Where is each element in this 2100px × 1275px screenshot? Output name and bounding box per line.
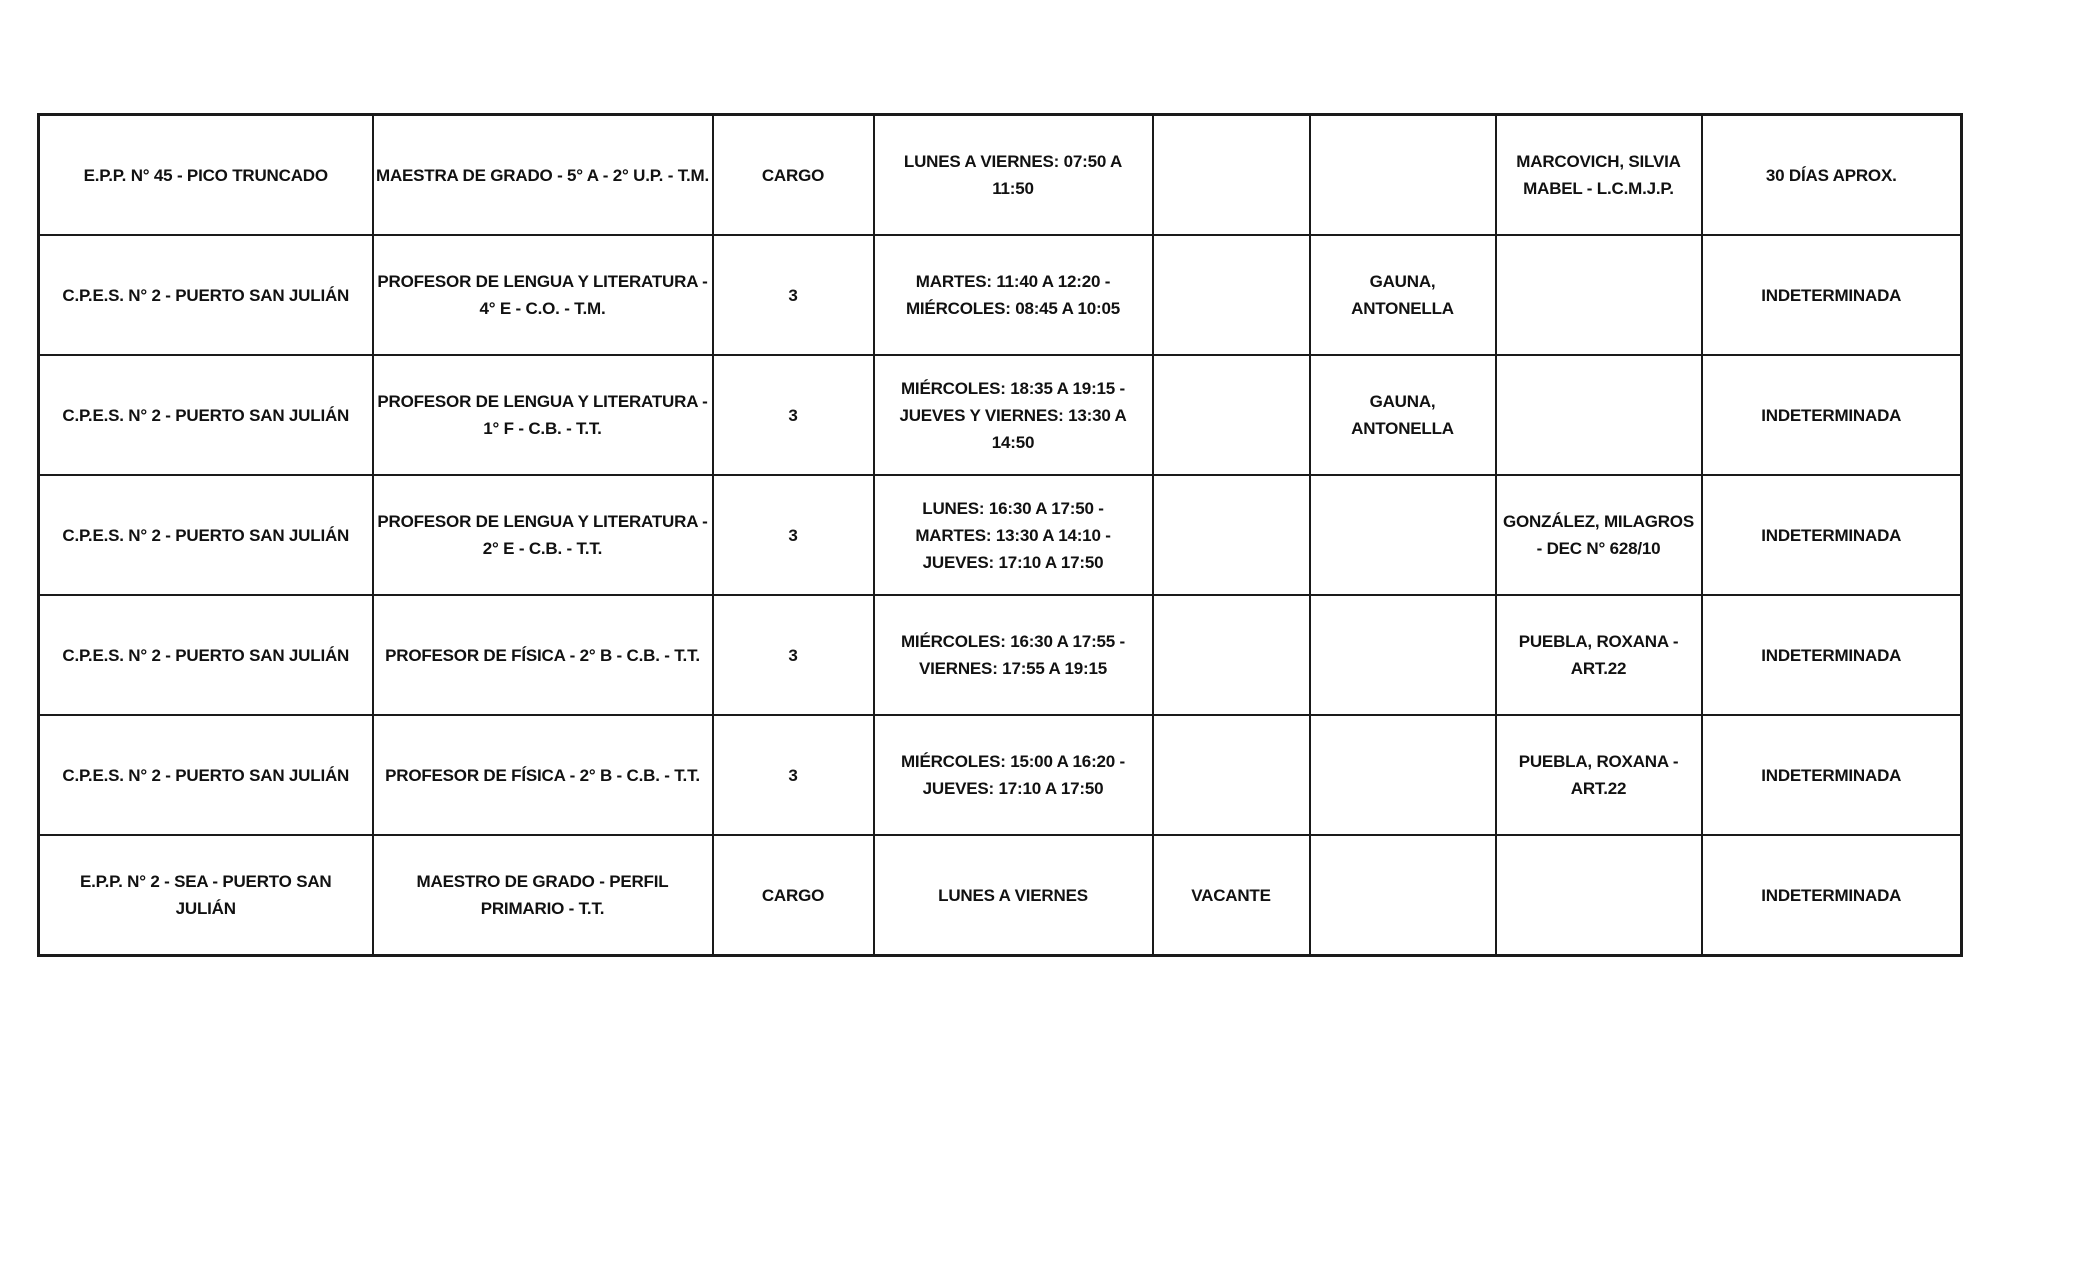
cell-teacher — [1496, 835, 1702, 956]
table-row — [39, 595, 1962, 715]
document-sheet — [37, 113, 1963, 957]
cell-schedule — [874, 475, 1153, 595]
cell-school — [39, 475, 373, 595]
cell-vacancy — [1153, 715, 1310, 835]
cell-hours — [713, 715, 874, 835]
cell-position — [373, 475, 713, 595]
hours-text: 3 — [788, 526, 798, 545]
teacher-text: PUEBLA, ROXANA - ART.22 — [1518, 752, 1679, 798]
schedule-text: LUNES A VIERNES: 07:50 A 11:50 — [903, 152, 1123, 198]
school-text: C.P.E.S. N° 2 - PUERTO SAN JULIÁN — [62, 286, 350, 305]
cell-vacancy — [1153, 475, 1310, 595]
duration-text: INDETERMINADA — [1761, 526, 1902, 545]
cell-hours — [713, 235, 874, 355]
cell-position — [373, 235, 713, 355]
cell-hours — [713, 475, 874, 595]
cell-teacher — [1496, 715, 1702, 835]
teacher-text: GONZÁLEZ, MILAGROS - DEC N° 628/10 — [1503, 512, 1694, 558]
table-row — [39, 715, 1962, 835]
hours-text: 3 — [788, 766, 798, 785]
schedule-text: LUNES A VIERNES — [938, 886, 1088, 905]
table-row — [39, 475, 1962, 595]
cell-applicant — [1310, 235, 1496, 355]
cell-applicant — [1310, 835, 1496, 956]
schedule-text: MIÉRCOLES: 18:35 A 19:15 - JUEVES Y VIERNES: 13:30 A 14:50 — [899, 378, 1127, 452]
schedule-text: MARTES: 11:40 A 12:20 - MIÉRCOLES: 08:45 A 10:05 — [905, 272, 1121, 318]
cell-schedule — [874, 355, 1153, 475]
position-text: PROFESOR DE LENGUA Y LITERATURA - 1° F - C.B. - T.T. — [377, 392, 708, 438]
cell-position — [373, 715, 713, 835]
table-row — [39, 115, 1962, 236]
duration-text: INDETERMINADA — [1761, 766, 1902, 785]
assignments-table — [37, 113, 1963, 957]
cell-duration — [1702, 115, 1962, 236]
cell-hours — [713, 355, 874, 475]
hours-text: 3 — [788, 286, 798, 305]
cell-school — [39, 115, 373, 236]
cell-vacancy — [1153, 235, 1310, 355]
table-row — [39, 355, 1962, 475]
cell-applicant — [1310, 115, 1496, 236]
duration-text: INDETERMINADA — [1761, 886, 1902, 905]
position-text: MAESTRO DE GRADO - PERFIL PRIMARIO - T.T. — [416, 872, 669, 918]
position-text: MAESTRA DE GRADO - 5° A - 2° U.P. - T.M. — [375, 166, 710, 185]
school-text: C.P.E.S. N° 2 - PUERTO SAN JULIÁN — [62, 646, 350, 665]
cell-vacancy — [1153, 115, 1310, 236]
duration-text: INDETERMINADA — [1761, 406, 1902, 425]
cell-school — [39, 715, 373, 835]
cell-position — [373, 595, 713, 715]
school-text: C.P.E.S. N° 2 - PUERTO SAN JULIÁN — [62, 766, 350, 785]
cell-school — [39, 355, 373, 475]
school-text: E.P.P. N° 45 - PICO TRUNCADO — [83, 166, 328, 185]
cell-school — [39, 835, 373, 956]
cell-teacher — [1496, 355, 1702, 475]
school-text: C.P.E.S. N° 2 - PUERTO SAN JULIÁN — [62, 526, 350, 545]
cell-applicant — [1310, 595, 1496, 715]
cell-duration — [1702, 595, 1962, 715]
cell-position — [373, 115, 713, 236]
cell-schedule — [874, 835, 1153, 956]
hours-text: CARGO — [761, 886, 825, 905]
applicant-text: GAUNA, ANTONELLA — [1351, 272, 1454, 318]
cell-vacancy — [1153, 595, 1310, 715]
cell-schedule — [874, 715, 1153, 835]
applicant-text: GAUNA, ANTONELLA — [1351, 392, 1454, 438]
cell-teacher — [1496, 595, 1702, 715]
table-row — [39, 835, 1962, 956]
cell-duration — [1702, 235, 1962, 355]
cell-position — [373, 835, 713, 956]
cell-teacher — [1496, 115, 1702, 236]
hours-text: 3 — [788, 406, 798, 425]
cell-teacher — [1496, 475, 1702, 595]
cell-duration — [1702, 355, 1962, 475]
hours-text: CARGO — [761, 166, 825, 185]
position-text: PROFESOR DE FÍSICA - 2° B - C.B. - T.T. — [385, 766, 700, 785]
school-text: E.P.P. N° 2 - SEA - PUERTO SAN JULIÁN — [80, 872, 332, 918]
vacancy-text: VACANTE — [1191, 886, 1271, 905]
schedule-text: MIÉRCOLES: 16:30 A 17:55 - VIERNES: 17:55 A 19:15 — [900, 632, 1126, 678]
cell-school — [39, 235, 373, 355]
position-text: PROFESOR DE LENGUA Y LITERATURA - 4° E - C.O. - T.M. — [377, 272, 708, 318]
table-row — [39, 235, 1962, 355]
teacher-text: PUEBLA, ROXANA - ART.22 — [1518, 632, 1679, 678]
schedule-text: LUNES: 16:30 A 17:50 - MARTES: 13:30 A 14:10 - JUEVES: 17:10 A 17:50 — [915, 498, 1111, 572]
cell-schedule — [874, 595, 1153, 715]
cell-applicant — [1310, 475, 1496, 595]
schedule-text: MIÉRCOLES: 15:00 A 16:20 - JUEVES: 17:10 A 17:50 — [900, 752, 1126, 798]
cell-duration — [1702, 475, 1962, 595]
cell-hours — [713, 595, 874, 715]
teacher-text: MARCOVICH, SILVIA MABEL - L.C.M.J.P. — [1516, 152, 1681, 198]
duration-text: INDETERMINADA — [1761, 286, 1902, 305]
duration-text: INDETERMINADA — [1761, 646, 1902, 665]
position-text: PROFESOR DE LENGUA Y LITERATURA - 2° E - C.B. - T.T. — [377, 512, 708, 558]
cell-schedule — [874, 235, 1153, 355]
hours-text: 3 — [788, 646, 798, 665]
cell-hours — [713, 115, 874, 236]
cell-schedule — [874, 115, 1153, 236]
duration-text: 30 DÍAS APROX. — [1765, 166, 1897, 185]
cell-vacancy — [1153, 355, 1310, 475]
cell-applicant — [1310, 355, 1496, 475]
cell-applicant — [1310, 715, 1496, 835]
cell-duration — [1702, 715, 1962, 835]
cell-teacher — [1496, 235, 1702, 355]
cell-position — [373, 355, 713, 475]
cell-hours — [713, 835, 874, 956]
cell-school — [39, 595, 373, 715]
school-text: C.P.E.S. N° 2 - PUERTO SAN JULIÁN — [62, 406, 350, 425]
position-text: PROFESOR DE FÍSICA - 2° B - C.B. - T.T. — [385, 646, 700, 665]
cell-duration — [1702, 835, 1962, 956]
cell-vacancy — [1153, 835, 1310, 956]
